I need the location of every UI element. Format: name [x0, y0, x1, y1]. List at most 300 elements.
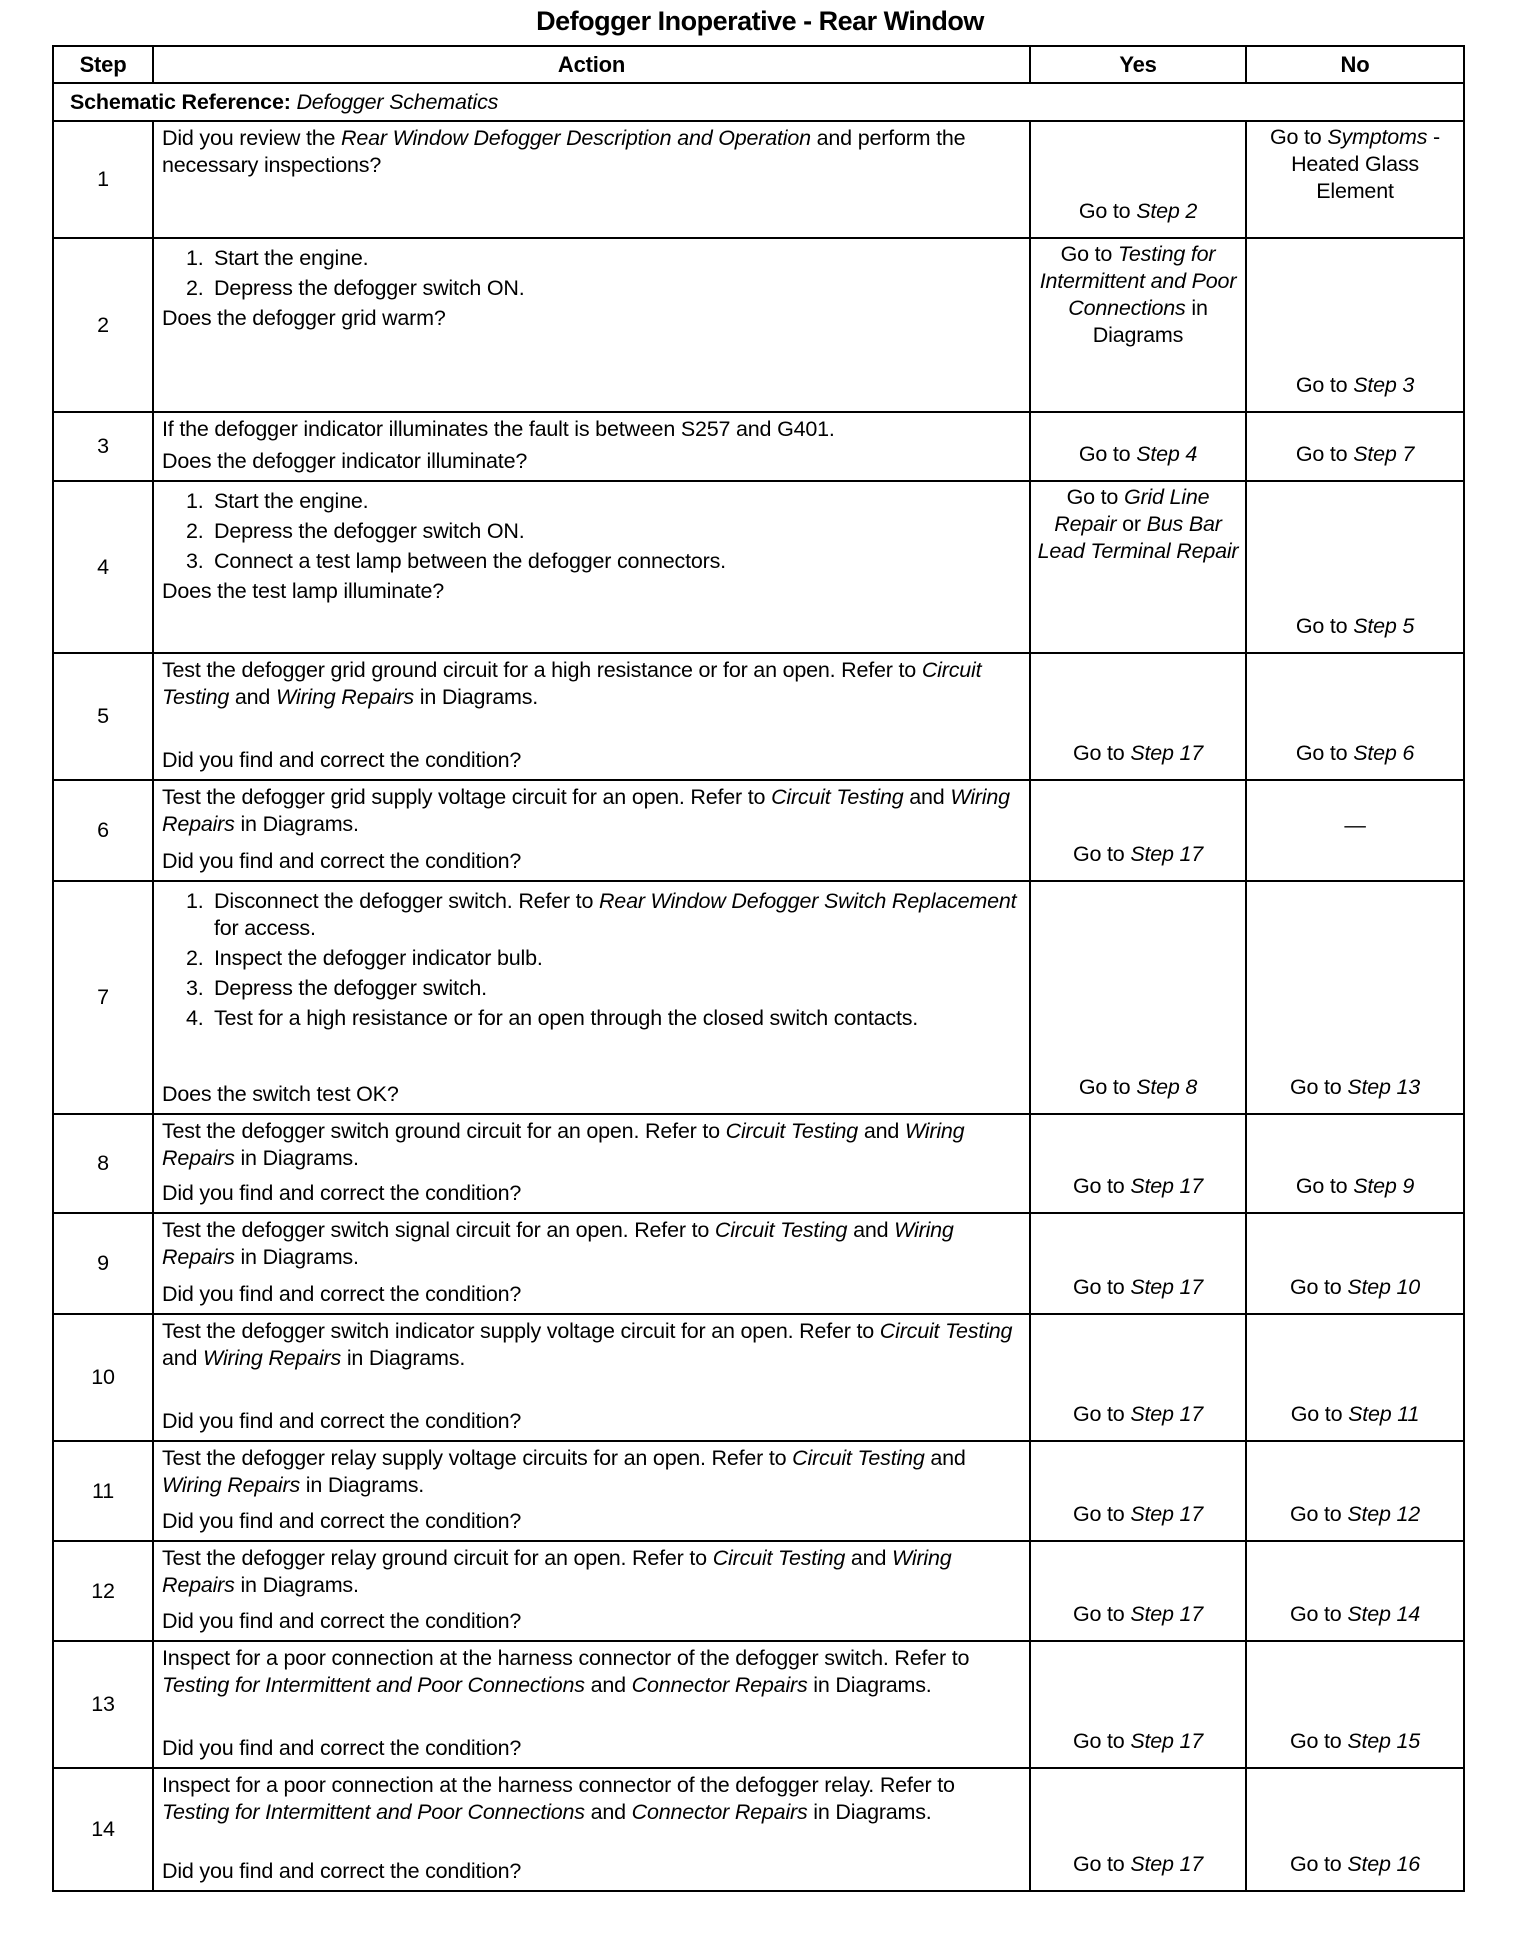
- no-cell: [1246, 1314, 1464, 1441]
- no-content: [1247, 1214, 1463, 1305]
- step-number: 5: [53, 653, 153, 780]
- no-content: [1247, 1769, 1463, 1882]
- action-cell: [153, 1641, 1030, 1768]
- text-run: Go to: [1295, 1174, 1354, 1198]
- action-content: [162, 1445, 1021, 1535]
- no-content: [1247, 781, 1463, 872]
- table-row: [53, 412, 1464, 481]
- table-row: [53, 1541, 1464, 1641]
- reference-link: Testing for Intermittent and Poor Connections: [162, 1800, 585, 1824]
- no-result: [1251, 1274, 1459, 1301]
- reference-link: Circuit Testing: [725, 1119, 859, 1143]
- table-row: [53, 1641, 1464, 1768]
- action-step-item: [162, 548, 1021, 575]
- reference-link: Wiring Repairs: [162, 1119, 965, 1170]
- action-step-item: [162, 518, 1021, 545]
- text-run: Go to: [1289, 1075, 1348, 1099]
- no-cell: [1246, 780, 1464, 881]
- yes-cell: [1030, 1441, 1246, 1541]
- no-cell: [1246, 1541, 1464, 1641]
- text-run: Go to: [1072, 741, 1131, 765]
- text-run: Depress the defogger switch ON.: [214, 276, 525, 300]
- reference-link: Step 3: [1353, 373, 1415, 397]
- text-run: Go to: [1072, 1602, 1131, 1626]
- reference-link: Step 17: [1130, 1729, 1204, 1753]
- reference-link: Circuit Testing: [771, 785, 904, 809]
- step-number: 6: [53, 780, 153, 881]
- reference-link: Step 7: [1353, 442, 1415, 466]
- yes-content: [1031, 1115, 1245, 1204]
- action-cell: [153, 238, 1030, 412]
- reference-link: Step 13: [1347, 1075, 1421, 1099]
- reference-link: Grid Line Repair: [1054, 485, 1210, 536]
- action-step-item: [162, 245, 1021, 272]
- item-number: 1.: [186, 246, 204, 270]
- yes-cell: [1030, 653, 1246, 780]
- action-content: [162, 416, 1021, 475]
- action-question: Did you find and correct the condition?: [162, 748, 522, 772]
- text-run: Inspect the defogger indicator bulb.: [214, 946, 543, 970]
- action-body: [162, 1545, 1021, 1599]
- text-run: Start the engine.: [214, 246, 369, 270]
- reference-link: Step 17: [1130, 741, 1204, 765]
- action-cell: [153, 1213, 1030, 1314]
- table-row: [53, 1213, 1464, 1314]
- table-row: [53, 1441, 1464, 1541]
- action-paragraph: [162, 1545, 1021, 1599]
- reference-link: Circuit Testing: [714, 1218, 848, 1242]
- action-cell: [153, 653, 1030, 780]
- table-row: [53, 1768, 1464, 1891]
- action-body: [162, 885, 1021, 1035]
- reference-link: Step 9: [1353, 1174, 1415, 1198]
- no-result: [1251, 1601, 1459, 1628]
- text-run: Go to: [1295, 741, 1354, 765]
- text-run: in Diagrams.: [413, 685, 539, 709]
- action-body: [162, 657, 1021, 711]
- action-content: [162, 1217, 1021, 1308]
- item-number: 3.: [186, 976, 204, 1000]
- reference-link: Step 17: [1130, 1174, 1204, 1198]
- yes-cell: [1030, 1768, 1246, 1891]
- action-paragraph: [162, 578, 1021, 605]
- step-number: 7: [53, 881, 153, 1114]
- no-result: [1251, 1074, 1459, 1101]
- action-question: Did you find and correct the condition?: [162, 1736, 522, 1760]
- step-number: 9: [53, 1213, 153, 1314]
- text-run: Go to: [1289, 1852, 1348, 1876]
- reference-link: Step 17: [1130, 1502, 1204, 1526]
- yes-cell: [1030, 780, 1246, 881]
- action-question: Did you find and correct the condition?: [162, 1859, 522, 1883]
- text-run: and: [903, 785, 951, 809]
- reference-link: Wiring Repairs: [162, 785, 1010, 836]
- text-run: Go to: [1295, 614, 1354, 638]
- yes-result: [1035, 241, 1241, 349]
- reference-link: Symptoms: [1327, 125, 1428, 149]
- text-run: Depress the defogger switch ON.: [214, 519, 525, 543]
- action-cell: [153, 121, 1030, 238]
- schematic-link: Defogger Schematics: [296, 89, 499, 114]
- text-run: - Heated Glass Element: [1291, 125, 1441, 203]
- action-question: Did you find and correct the condition?: [162, 1409, 522, 1433]
- table-row: [53, 238, 1464, 412]
- yes-result: [1035, 1501, 1241, 1528]
- action-content: [162, 1118, 1021, 1207]
- yes-content: [1031, 239, 1245, 403]
- no-content: [1247, 1442, 1463, 1532]
- reference-link: Wiring Repairs: [275, 685, 414, 709]
- item-number: 1.: [186, 889, 204, 913]
- yes-content: [1031, 482, 1245, 644]
- item-text: [214, 1005, 918, 1032]
- item-text: [214, 548, 726, 575]
- action-question: Did you find and correct the condition?: [162, 849, 522, 873]
- yes-cell: [1030, 1114, 1246, 1213]
- text-run: Go to: [1078, 442, 1137, 466]
- action-step-item: [162, 488, 1021, 515]
- reference-link: Step 12: [1347, 1502, 1421, 1526]
- action-paragraph: [162, 784, 1021, 838]
- text-run: Test the defogger grid ground circuit for a high resistance or for an open. Refer to: [162, 658, 922, 682]
- action-question: Did you find and correct the condition?: [162, 1181, 522, 1205]
- schematic-reference: [53, 83, 1464, 121]
- yes-content: [1031, 1642, 1245, 1759]
- action-cell: [153, 1768, 1030, 1891]
- reference-link: Rear Window Defogger Switch Replacement: [598, 889, 1017, 913]
- table-row: [53, 121, 1464, 238]
- yes-content: [1031, 122, 1245, 229]
- no-content: [1247, 1542, 1463, 1632]
- text-run: Go to: [1295, 373, 1354, 397]
- action-content: [162, 1318, 1021, 1435]
- action-body: [162, 125, 1021, 179]
- reference-link: Step 14: [1347, 1602, 1421, 1626]
- text-run: Go to: [1269, 125, 1328, 149]
- reference-link: Rear Window Defogger Description and Operation: [341, 126, 811, 150]
- text-run: Did you review the: [162, 126, 342, 150]
- text-run: in Diagrams.: [341, 1346, 466, 1370]
- reference-link: Wiring Repairs: [162, 1473, 300, 1497]
- text-run: Inspect for a poor connection at the harness connector of the defogger switch. Refer to: [162, 1646, 970, 1670]
- action-body: [162, 242, 1021, 332]
- text-run: Go to: [1072, 1174, 1131, 1198]
- no-cell: [1246, 1114, 1464, 1213]
- reference-link: Circuit Testing: [879, 1319, 1013, 1343]
- yes-result: [1035, 1851, 1241, 1878]
- reference-link: Wiring Repairs: [162, 1546, 952, 1597]
- reference-link: Bus Bar Lead Terminal Repair: [1037, 512, 1239, 563]
- yes-content: [1031, 1442, 1245, 1532]
- reference-link: Wiring Repairs: [162, 1218, 954, 1269]
- yes-content: [1031, 781, 1245, 872]
- action-step-item: [162, 975, 1021, 1002]
- action-paragraph: [162, 1645, 1021, 1699]
- text-run: and: [924, 1446, 966, 1470]
- no-content: [1247, 654, 1463, 771]
- action-body: [162, 784, 1021, 838]
- schematic-reference-row: [53, 83, 1464, 121]
- header-yes: Yes: [1030, 46, 1246, 83]
- text-run: Connect a test lamp between the defogger connectors.: [214, 549, 726, 573]
- action-question: Does the defogger indicator illuminate?: [162, 449, 528, 473]
- step-number: 1: [53, 121, 153, 238]
- no-result: [1251, 1728, 1459, 1755]
- yes-result: [1035, 1274, 1241, 1301]
- action-body: [162, 1445, 1021, 1499]
- no-result: [1251, 1851, 1459, 1878]
- action-cell: [153, 1114, 1030, 1213]
- text-run: in Diagrams.: [234, 1245, 359, 1269]
- action-step-item: [162, 945, 1021, 972]
- reference-link: Step 10: [1347, 1275, 1421, 1299]
- text-run: Go to: [1289, 1602, 1348, 1626]
- action-cell: [153, 412, 1030, 481]
- reference-link: Step 11: [1348, 1402, 1420, 1426]
- text-run: —: [1344, 813, 1366, 837]
- table-row: [53, 653, 1464, 780]
- item-text: [214, 488, 368, 515]
- text-run: and: [847, 1218, 895, 1242]
- item-text: [214, 975, 487, 1002]
- header-step: Step: [53, 46, 153, 83]
- text-run: in Diagrams.: [807, 1673, 932, 1697]
- text-run: and: [162, 1346, 204, 1370]
- text-run: in Diagrams.: [807, 1800, 932, 1824]
- text-run: in Diagrams.: [234, 812, 359, 836]
- no-cell: [1246, 881, 1464, 1114]
- step-number: 4: [53, 481, 153, 653]
- action-paragraph: [162, 1217, 1021, 1271]
- action-content: [162, 1772, 1021, 1885]
- no-content: [1247, 482, 1463, 644]
- text-run: Go to: [1072, 842, 1131, 866]
- action-paragraph: [162, 125, 1021, 179]
- reference-link: Connector Repairs: [631, 1800, 808, 1824]
- yes-result: [1035, 198, 1241, 225]
- reference-link: Step 17: [1130, 1402, 1204, 1426]
- yes-result: [1035, 1173, 1241, 1200]
- text-run: Test the defogger relay supply voltage circuits for an open. Refer to: [162, 1446, 793, 1470]
- item-number: 4.: [186, 1006, 204, 1030]
- text-run: Does the test lamp illuminate?: [162, 579, 445, 603]
- text-run: and perform the necessary inspections?: [162, 126, 966, 177]
- text-run: Go to: [1066, 485, 1124, 509]
- no-cell: [1246, 238, 1464, 412]
- yes-cell: [1030, 412, 1246, 481]
- yes-result: [1035, 484, 1241, 565]
- step-number: 3: [53, 412, 153, 481]
- text-run: Go to: [1072, 1852, 1131, 1876]
- action-cell: [153, 481, 1030, 653]
- yes-result: [1035, 841, 1241, 868]
- reference-link: Step 4: [1136, 442, 1198, 466]
- action-body: [162, 1772, 1021, 1826]
- text-run: Go to: [1289, 1729, 1348, 1753]
- yes-content: [1031, 1769, 1245, 1882]
- action-body: [162, 485, 1021, 605]
- text-run: Go to: [1072, 1402, 1131, 1426]
- item-text: [214, 518, 524, 545]
- text-run: Test the defogger switch signal circuit for an open. Refer to: [162, 1218, 715, 1242]
- yes-result: [1035, 1074, 1241, 1101]
- header-no: No: [1246, 46, 1464, 83]
- text-run: If the defogger indicator illuminates the fault is between S257 and G401.: [162, 417, 835, 441]
- yes-result: [1035, 1401, 1241, 1428]
- yes-cell: [1030, 238, 1246, 412]
- text-run: for access.: [214, 916, 316, 940]
- action-cell: [153, 1441, 1030, 1541]
- action-body: [162, 1318, 1021, 1372]
- no-content: [1247, 1115, 1463, 1204]
- action-content: [162, 242, 1021, 406]
- no-result: [1251, 613, 1459, 640]
- yes-cell: [1030, 121, 1246, 238]
- text-run: in Diagrams: [1092, 296, 1208, 347]
- text-run: Go to: [1289, 1275, 1348, 1299]
- text-run: and: [584, 1800, 632, 1824]
- text-run: Go to: [1295, 442, 1354, 466]
- yes-result: [1035, 740, 1241, 767]
- no-cell: [1246, 1768, 1464, 1891]
- yes-content: [1031, 1315, 1245, 1432]
- no-cell: [1246, 121, 1464, 238]
- no-cell: [1246, 1213, 1464, 1314]
- text-run: Go to: [1072, 1275, 1131, 1299]
- yes-cell: [1030, 1641, 1246, 1768]
- item-number: 2.: [186, 276, 204, 300]
- table-row: [53, 481, 1464, 653]
- reference-link: Step 8: [1136, 1075, 1198, 1099]
- action-cell: [153, 780, 1030, 881]
- page-title: Defogger Inoperative - Rear Window: [536, 6, 984, 36]
- reference-link: Step 2: [1136, 199, 1198, 223]
- yes-content: [1031, 882, 1245, 1105]
- text-run: in Diagrams.: [234, 1146, 359, 1170]
- no-result: [1251, 1173, 1459, 1200]
- no-result: [1251, 124, 1459, 205]
- header-action: Action: [153, 46, 1030, 83]
- step-number: 11: [53, 1441, 153, 1541]
- yes-content: [1031, 413, 1245, 472]
- action-body: [162, 1118, 1021, 1172]
- no-result: [1251, 441, 1459, 468]
- action-content: [162, 485, 1021, 647]
- action-question: Did you find and correct the condition?: [162, 1609, 522, 1633]
- text-run: Test for a high resistance or for an open through the closed switch contacts.: [214, 1006, 919, 1030]
- yes-cell: [1030, 881, 1246, 1114]
- no-cell: [1246, 1641, 1464, 1768]
- text-run: or: [1116, 512, 1147, 536]
- table-row: [53, 881, 1464, 1114]
- text-run: in Diagrams.: [234, 1573, 359, 1597]
- reference-link: Circuit Testing: [792, 1446, 925, 1470]
- text-run: Go to: [1290, 1402, 1349, 1426]
- reference-link: Step 5: [1353, 614, 1415, 638]
- text-run: Go to: [1078, 199, 1137, 223]
- yes-result: [1035, 1728, 1241, 1755]
- schematic-label: Schematic Reference:: [70, 89, 291, 114]
- action-cell: [153, 881, 1030, 1114]
- no-cell: [1246, 412, 1464, 481]
- action-paragraph: [162, 1445, 1021, 1499]
- action-content: [162, 657, 1021, 774]
- yes-cell: [1030, 1541, 1246, 1641]
- text-run: Test the defogger switch indicator supply voltage circuit for an open. Refer to: [162, 1319, 880, 1343]
- action-content: [162, 784, 1021, 875]
- text-run: Test the defogger switch ground circuit for an open. Refer to: [162, 1119, 726, 1143]
- action-question: Does the switch test OK?: [162, 1082, 399, 1106]
- text-run: Go to: [1072, 1502, 1131, 1526]
- action-body: [162, 1645, 1021, 1699]
- action-paragraph: [162, 305, 1021, 332]
- action-body: [162, 1217, 1021, 1271]
- reference-link: Connector Repairs: [631, 1673, 808, 1697]
- yes-result: [1035, 441, 1241, 468]
- step-number: 14: [53, 1768, 153, 1891]
- yes-result: [1035, 1601, 1241, 1628]
- text-run: Depress the defogger switch.: [214, 976, 487, 1000]
- action-content: [162, 125, 1021, 232]
- text-run: and: [858, 1119, 905, 1143]
- text-run: Go to: [1060, 242, 1118, 266]
- text-run: and: [229, 685, 276, 709]
- action-question: Did you find and correct the condition?: [162, 1509, 522, 1533]
- text-run: Inspect for a poor connection at the harness connector of the defogger relay. Refer to: [162, 1773, 955, 1797]
- reference-link: Circuit Testing: [712, 1546, 846, 1570]
- reference-link: Testing for Intermittent and Poor Connections: [162, 1673, 585, 1697]
- no-result: [1251, 1501, 1459, 1528]
- action-body: [162, 416, 1021, 443]
- no-result: [1251, 372, 1459, 399]
- action-paragraph: [162, 416, 1021, 443]
- no-content: [1247, 413, 1463, 472]
- text-run: Start the engine.: [214, 489, 369, 513]
- reference-link: Step 15: [1347, 1729, 1421, 1753]
- action-question: Did you find and correct the condition?: [162, 1282, 522, 1306]
- action-cell: [153, 1541, 1030, 1641]
- step-number: 8: [53, 1114, 153, 1213]
- table-row: [53, 1114, 1464, 1213]
- no-cell: [1246, 1441, 1464, 1541]
- item-number: 2.: [186, 519, 204, 543]
- yes-content: [1031, 654, 1245, 771]
- table-row: [53, 780, 1464, 881]
- item-text: [214, 275, 524, 302]
- action-step-item: [162, 888, 1021, 942]
- text-run: Go to: [1072, 1729, 1131, 1753]
- no-content: [1247, 1642, 1463, 1759]
- action-content: [162, 1645, 1021, 1762]
- yes-cell: [1030, 1213, 1246, 1314]
- item-number: 1.: [186, 489, 204, 513]
- no-result: [1251, 1401, 1459, 1428]
- action-paragraph: [162, 1318, 1021, 1372]
- no-content: [1247, 1315, 1463, 1432]
- item-text: [214, 945, 543, 972]
- action-step-item: [162, 275, 1021, 302]
- step-number: 10: [53, 1314, 153, 1441]
- reference-link: Step 17: [1130, 1852, 1204, 1876]
- table-header-row: [53, 46, 1464, 83]
- text-run: Test the defogger grid supply voltage circuit for an open. Refer to: [162, 785, 772, 809]
- item-number: 2.: [186, 946, 204, 970]
- table-row: [53, 1314, 1464, 1441]
- no-cell: [1246, 481, 1464, 653]
- no-result: [1251, 740, 1459, 767]
- reference-link: Step 6: [1353, 741, 1415, 765]
- reference-link: Step 17: [1130, 842, 1204, 866]
